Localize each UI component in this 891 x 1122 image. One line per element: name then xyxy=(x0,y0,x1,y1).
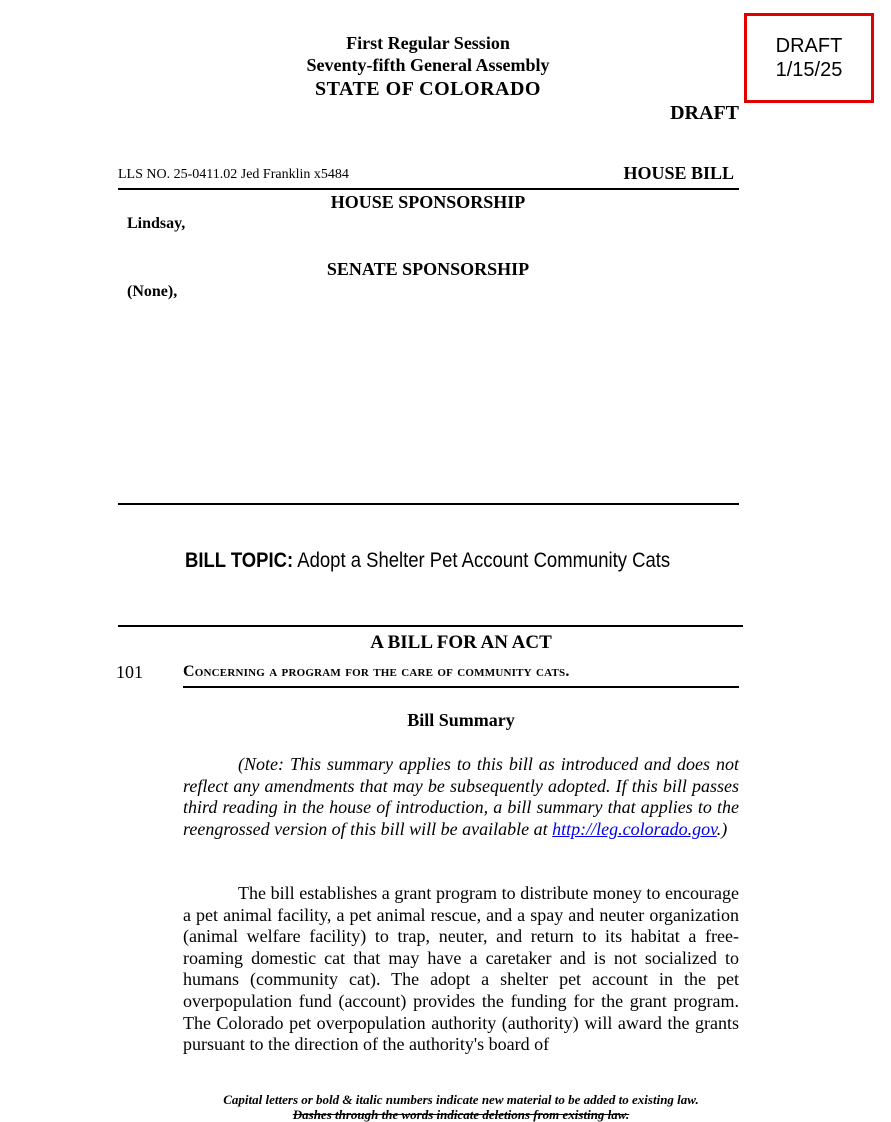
house-sponsorship-heading: HOUSE SPONSORSHIP xyxy=(330,192,526,212)
note-text: (Note: This summary applies to this bill as introduced and does not reflect any amendments that may be subsequently adopted. If this bill passes third reading in the house of introduction, a bill summary that applies to the reengrossed version of this bill will be available at xyxy=(183,754,739,839)
line-number: 101 xyxy=(116,662,143,682)
legislature-link[interactable]: http://leg.colorado.gov xyxy=(552,818,717,839)
bill-act-heading: A BILL FOR AN ACT xyxy=(370,632,552,653)
stamp-draft-text: DRAFT xyxy=(775,35,843,57)
bill-type: HOUSE BILL xyxy=(623,163,734,183)
footer-deletion-note: Dashes through the words indicate deletions from existing law. xyxy=(292,1107,630,1122)
page-footer xyxy=(118,1092,804,1122)
senate-sponsors: (None), xyxy=(127,283,178,300)
senate-sponsorship-heading: SENATE SPONSORSHIP xyxy=(326,259,530,279)
draft-date-stamp xyxy=(744,13,874,103)
lls-number: LLS NO. 25-0411.02 Jed Franklin x5484 xyxy=(118,167,349,182)
divider xyxy=(118,625,743,627)
divider xyxy=(118,188,739,190)
draft-label: DRAFT xyxy=(670,102,739,124)
summary-note xyxy=(183,754,739,840)
bill-topic-label: BILL TOPIC: xyxy=(185,549,294,572)
stamp-date-text: 1/15/25 xyxy=(775,59,843,81)
state-heading: STATE OF COLORADO xyxy=(315,78,541,100)
summary-body-text: The bill establishes a grant program to distribute money to encourage a pet animal facility, a pet animal rescue, and a spay and neuter organization (animal welfare facility) to trap, neuter, and return to its habitat a free-roaming domestic cat that may have a caretaker and is not socialized to humans (community cat). The adopt a shelter pet account in the pet overpopulation fund (account) provides the funding for the grant program. The Colorado pet overpopulation authority (authority) will award the grants pursuant to the direction of the authority's board of xyxy=(183,883,739,1055)
summary-body xyxy=(183,883,739,1056)
bill-topic xyxy=(185,549,670,573)
bill-topic-text: Adopt a Shelter Pet Account Community Cats xyxy=(297,549,671,572)
bill-summary-heading: Bill Summary xyxy=(407,710,515,730)
divider xyxy=(118,503,739,505)
footer-new-material-note: Capital letters or bold & italic numbers indicate new material to be added to existing law. xyxy=(223,1092,699,1107)
assembly-heading: Seventy-fifth General Assembly xyxy=(306,55,550,75)
divider xyxy=(183,686,739,688)
concerning-clause: Concerning a program for the care of community cats. xyxy=(183,663,570,680)
house-sponsors: Lindsay, xyxy=(127,215,186,232)
note-end: .) xyxy=(716,818,728,839)
session-heading: First Regular Session xyxy=(346,33,510,53)
